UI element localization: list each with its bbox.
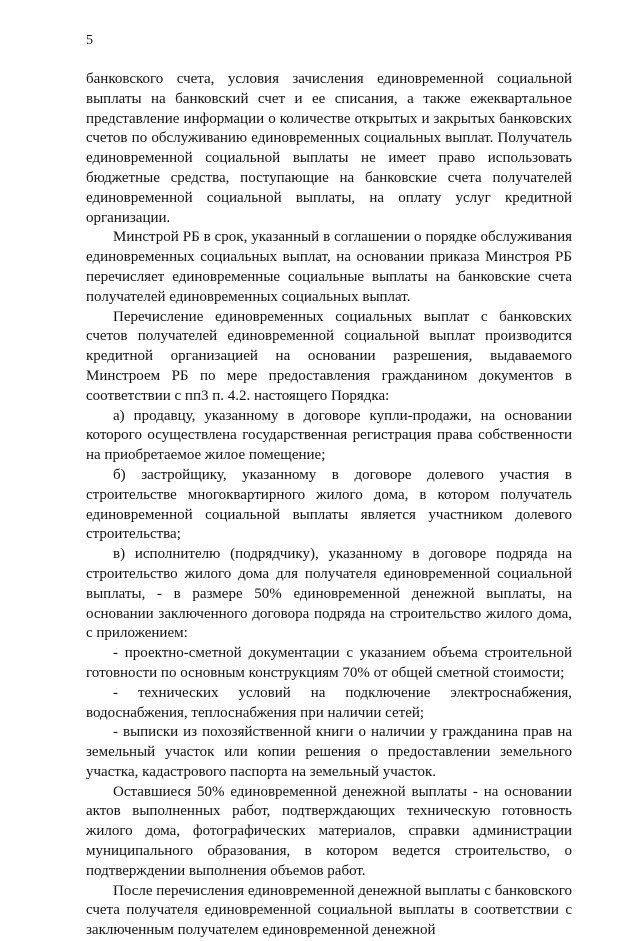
document-body	[86, 70, 572, 941]
paragraph: - технических условий на подключение электроснабжения, водоснабжения, теплоснабжения при наличии сетей;	[86, 684, 572, 721]
paragraph: Оставшиеся 50% единовременной денежной выплаты - на основании актов выполненных работ, подтверждающих техническую готовность жилого дома, фотографических материалов, справки администрации муниципального образования, в котором ведется строительство, о подтверждении выполнения объемов работ.	[86, 783, 572, 879]
paragraph: - проектно-сметной документации с указанием объема строительной готовности по основным конструкциям 70% от общей сметной стоимости;	[86, 645, 572, 681]
paragraph: Минстрой РБ в срок, указанный в соглашении о порядке обслуживания единовременных социальных выплат, на основании приказа Минстроя РБ перечисляет единовременные социальные выплаты на банковские счета получателей единовременных социальных выплат.	[86, 229, 572, 305]
paragraph: банковского счета, условия зачисления единовременной социальной выплаты на банковский счет и ее списания, а также ежеквартальное представление информации о количестве открытых и закрытых банковских счетов по обслуживанию единовременных социальных выплат. Получатель единовременной социальной выплаты не имеет право использовать бюджетные средства, поступающие на банковские счета получателей единовременной социальной выплаты, на оплату услуг кредитной организации.	[86, 71, 572, 226]
paragraph: б) застройщику, указанному в договоре долевого участия в строительстве многоквартирного жилого дома, в котором получатель единовременной социальной выплаты является участником долевого строительства;	[86, 466, 572, 543]
paragraph: в) исполнителю (подрядчику), указанному в договоре подряда на строительство жилого дома для получателя единовременной социальной выплаты, - в размере 50% единовременной денежной выплаты, на основании заключенного договора подряда на строительство жилого дома, с приложением:	[86, 546, 572, 642]
paragraph: Перечисление единовременных социальных выплат с банковских счетов получателей единовременной социальной выплат производится кредитной организацией на основании разрешения, выдаваемого Минстроем РБ по мере предоставления гражданином документов в соответствии с пп3 п. 4.2. настоящего Порядка:	[86, 308, 572, 404]
paragraph: - выписки из похозяйственной книги о наличии у гражданина прав на земельный участок или копии решения о предоставлении земельного участка, кадастрового паспорта на земельный участок.	[86, 724, 572, 780]
paragraph: а) продавцу, указанному в договоре купли-продажи, на основании которого осуществлена государственная регистрация права собственности на приобретаемое жилое помещение;	[86, 407, 572, 464]
page-number: 5	[86, 33, 93, 48]
paragraph: После перечисления единовременной денежной выплаты с банковского счета получателя единовременной социальной выплаты в соответствии с заключенным получателем единовременной денежной	[86, 882, 572, 939]
